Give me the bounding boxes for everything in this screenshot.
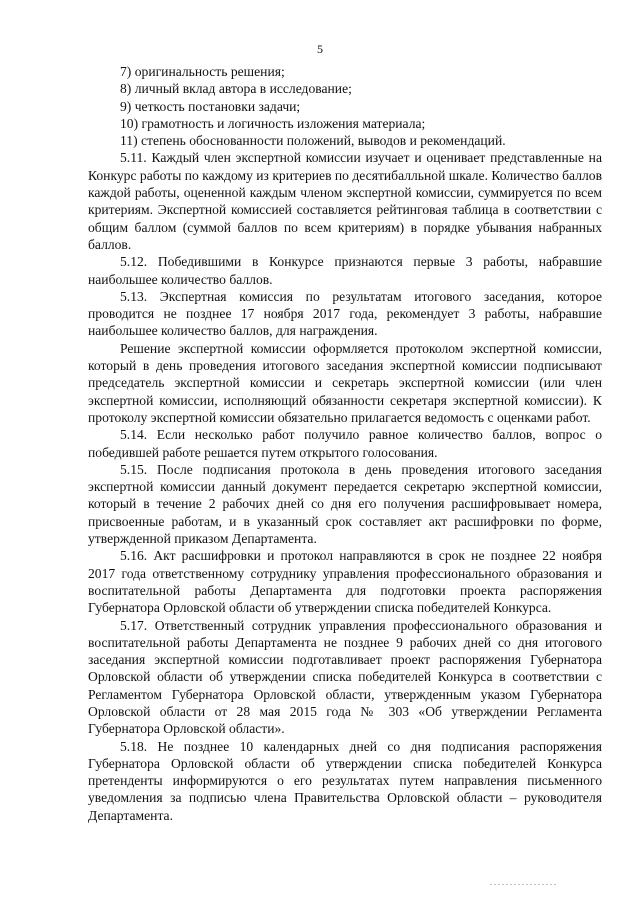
paragraph-decision: Решение экспертной комиссии оформляется протоколом экспертной комиссии, который в день проведения итогового заседания экспертной комиссии подписывают председатель экспертной комиссии и секретарь экспертной комиссии (или член экспертной комиссии, исполняющий обязанности секретаря экспертной комиссии). К протоколу экспертной комиссии обязательно прилагается ведомость с оценками работ. (88, 340, 602, 425)
paragraph-5-18: 5.18. Не позднее 10 календарных дней со дня подписания распоряжения Губернатора Орловской области об утверждении списка победителей Конкурса претенденты информируются о его результатах путем направления письменного уведомления за подписью члена Правительства Орловской области – руководителя Департамента. (88, 738, 602, 823)
paragraph-5-17: 5.17. Ответственный сотрудник управления профессионального образования и воспитательной работы Департамента не позднее 9 рабочих дней со дня итогового заседания экспертной комиссии подготавливает проект распоряжения Губернатора Орловской области об утверждении списка победителей Конкурса в соответствии с Регламентом Губернатора Орловской области, утвержденным указом Губернатора Орловской области от 28 мая 2015 года № 303 «Об утверждении Регламента Губернатора Орловской области». (88, 617, 602, 737)
list-item-criterion-10: 10) грамотность и логичность изложения материала; (120, 115, 426, 131)
list-item-criterion-8: 8) личный вклад автора в исследование; (120, 81, 352, 97)
document-body (88, 63, 602, 824)
page-number: 5 (317, 42, 323, 56)
list-item-criterion-9: 9) четкость постановки задачи; (120, 98, 301, 114)
paragraph-5-14: 5.14. Если несколько работ получило равное количество баллов, вопрос о победившей работе решается путем открытого голосования. (88, 427, 602, 460)
list-item-criterion-7: 7) оригинальность решения; (120, 64, 285, 79)
paragraph-5-11: 5.11. Каждый член экспертной комиссии изучает и оценивает представленные на Конкурс работы по каждому из критериев по десятибалльной шкале. Количество баллов каждой работы, оцененной каждым членом экспертной комиссии, суммируется по всем критериям. Экспертной комиссией составляется рейтинговая таблица в соответствии с общим баллом (суммой баллов по всем критериям) в порядке убывания набранных баллов. (88, 150, 602, 252)
scan-artifact-line (490, 884, 558, 885)
paragraph-5-13: 5.13. Экспертная комиссия по результатам итогового заседания, которое проводится не позднее 17 ноября 2017 года, рекомендует 3 работы, набравшие наибольшее количество баллов, для награждения. (88, 288, 602, 339)
paragraph-5-16: 5.16. Акт расшифровки и протокол направляются в срок не позднее 22 ноября 2017 года ответственному сотруднику управления профессионального образования и воспитательной работы Департамента для подготовки проекта распоряжения Губернатора Орловской области об утверждении списка победителей Конкурса. (88, 548, 602, 616)
paragraph-5-15: 5.15. После подписания протокола в день проведения итогового заседания экспертной комиссии данный документ передается секретарю экспертной комиссии, который в течение 2 рабочих дней со дня его получения расшифровывает номера, присвоенные работам, и в указанный срок составляет акт расшифровки по форме, утвержденной приказом Департамента. (88, 461, 602, 547)
list-item-criterion-11: 11) степень обоснованности положений, выводов и рекомендаций. (120, 133, 506, 149)
paragraph-5-12: 5.12. Победившими в Конкурсе признаются первые 3 работы, набравшие наибольшее количество баллов. (88, 254, 602, 287)
